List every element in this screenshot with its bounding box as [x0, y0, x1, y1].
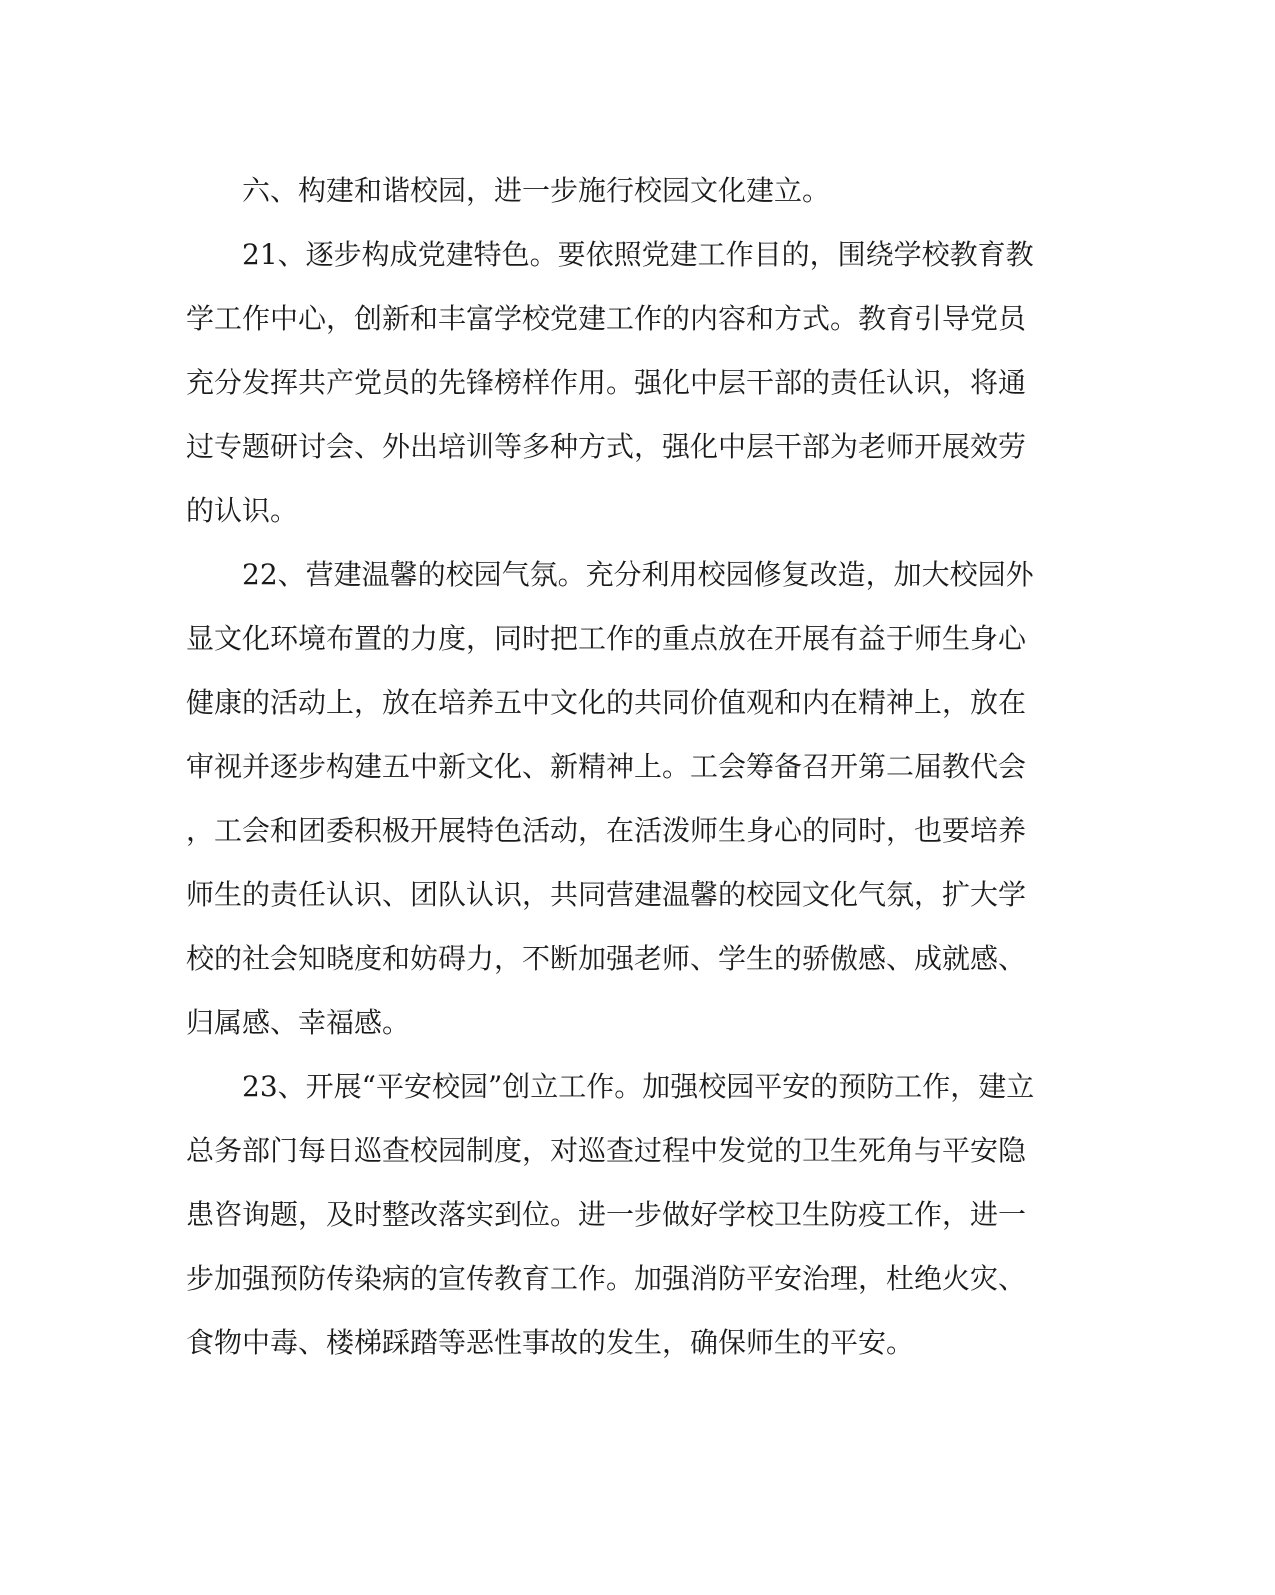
- paragraph-line: 22、营建温馨的校园气氛。充分利用校园修复改造，加大校园外: [242, 558, 1034, 591]
- paragraph-line: 学工作中心，创新和丰富学校党建工作的内容和方式。教育引导党员: [186, 302, 1027, 335]
- paragraph-line: 过专题研讨会、外出培训等多种方式，强化中层干部为老师开展效劳: [186, 430, 1027, 463]
- paragraph-line: 患咨询题，及时整改落实到位。进一步做好学校卫生防疫工作，进一: [186, 1198, 1027, 1231]
- paragraph-line: 的认识。: [186, 494, 299, 527]
- paragraph-21: [186, 228, 1056, 548]
- document-body: [186, 164, 1056, 1380]
- paragraph-line: 21、逐步构成党建特色。要依照党建工作目的，围绕学校教育教: [242, 238, 1034, 271]
- paragraph-line: 显文化环境布置的力度，同时把工作的重点放在开展有益于师生身心: [186, 622, 1027, 655]
- paragraph-line: 充分发挥共产党员的先锋榜样作用。强化中层干部的责任认识，将通: [186, 366, 1027, 399]
- paragraph-line: 归属感、幸福感。: [186, 1006, 411, 1039]
- paragraph-line: 师生的责任认识、团队认识，共同营建温馨的校园文化气氛，扩大学: [186, 878, 1027, 911]
- paragraph-line: 校的社会知晓度和妨碍力，不断加强老师、学生的骄傲感、成就感、: [186, 942, 1027, 975]
- paragraph-line: 总务部门每日巡查校园制度，对巡查过程中发觉的卫生死角与平安隐: [186, 1134, 1027, 1167]
- paragraph-line: ，工会和团委积极开展特色活动，在活泼师生身心的同时，也要培养: [186, 814, 1027, 847]
- section-heading: 六、构建和谐校园，进一步施行校园文化建立。: [242, 174, 831, 207]
- paragraph-line: 审视并逐步构建五中新文化、新精神上。工会筹备召开第二届教代会: [186, 750, 1027, 783]
- paragraph-22: [186, 548, 1056, 1060]
- paragraph-line: 健康的活动上，放在培养五中文化的共同价值观和内在精神上，放在: [186, 686, 1027, 719]
- paragraph-line: 23、开展“平安校园”创立工作。加强校园平安的预防工作，建立: [242, 1070, 1035, 1103]
- paragraph-23: [186, 1060, 1056, 1380]
- paragraph-line: 食物中毒、楼梯踩踏等恶性事故的发生，确保师生的平安。: [186, 1326, 915, 1359]
- paragraph-line: 步加强预防传染病的宣传教育工作。加强消防平安治理，杜绝火灾、: [186, 1262, 1027, 1295]
